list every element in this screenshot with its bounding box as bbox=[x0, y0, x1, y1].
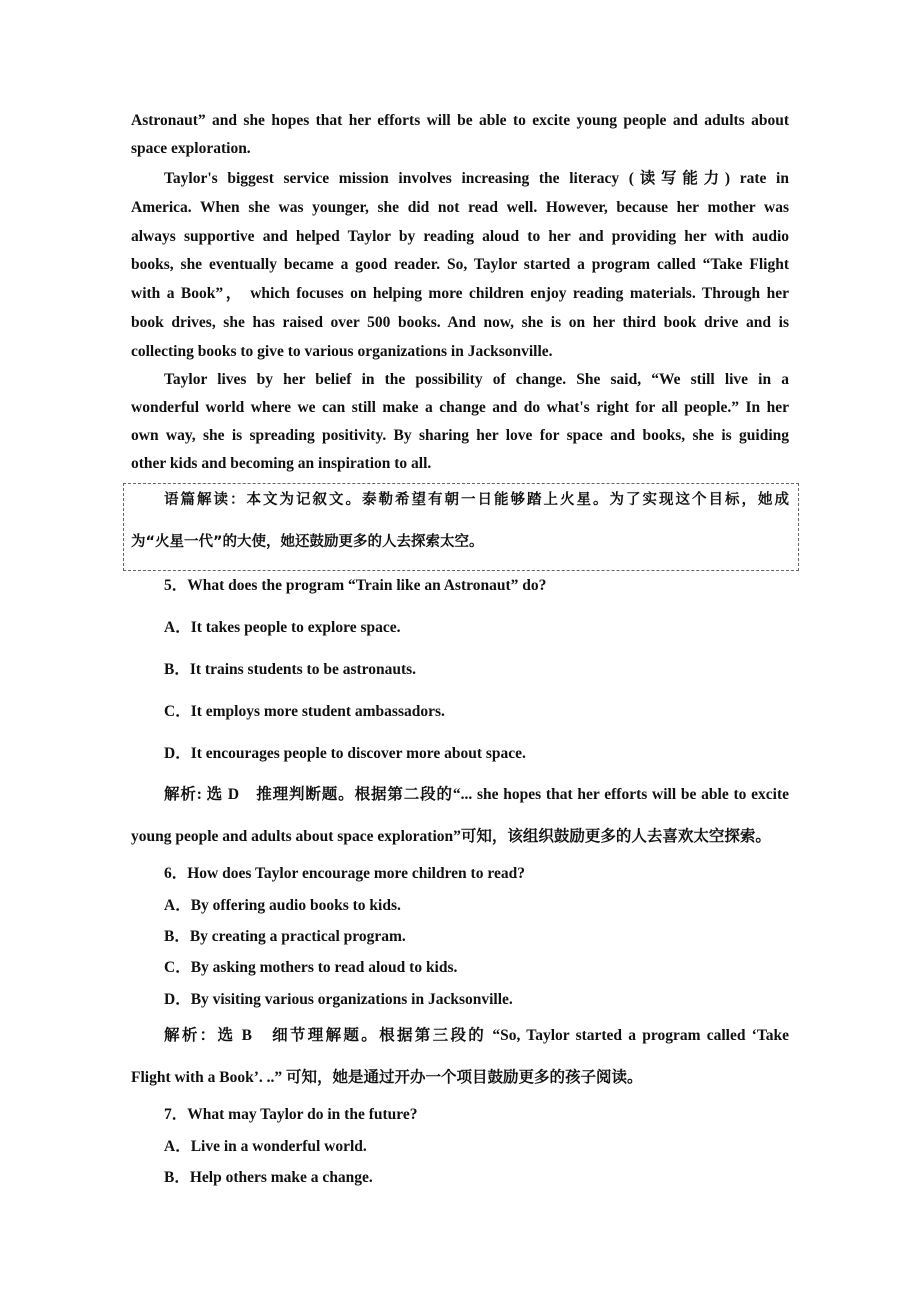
option: C．It employs more student ambassadors. bbox=[164, 703, 445, 720]
option: A．It takes people to explore space. bbox=[164, 619, 401, 636]
option: D．It encourages people to discover more about space. bbox=[164, 745, 526, 762]
text-line: America. When she was younger, she did not read well. However, because her mother was bbox=[131, 199, 789, 216]
summary-line: 语篇解读：本文为记叙文。泰勒希望有朝一日能够踏上火星。为了实现这个目标，她成 bbox=[164, 492, 789, 508]
analysis-line: young people and adults about space exploration”可知，该组织鼓励更多的人去喜欢太空探索。 bbox=[131, 828, 771, 845]
text-line: book drives, she has raised over 500 books. And now, she is on her third book drive and is bbox=[131, 314, 789, 331]
text-line: other kids and becoming an inspiration to all. bbox=[131, 455, 432, 472]
option: B．Help others make a change. bbox=[164, 1169, 373, 1186]
option: D．By visiting various organizations in Jacksonville. bbox=[164, 991, 513, 1008]
analysis-line: 解析: 选 D 推理判断题。根据第二段的“... she hopes that her efforts will be able to excite bbox=[164, 786, 789, 803]
text-line: always supportive and helped Taylor by reading aloud to her and providing her with audio bbox=[131, 228, 789, 245]
option: C．By asking mothers to read aloud to kids. bbox=[164, 959, 458, 976]
question-text: 5．What does the program “Train like an Astronaut” do? bbox=[164, 577, 547, 594]
option: B．By creating a practical program. bbox=[164, 928, 406, 945]
option: A．By offering audio books to kids. bbox=[164, 897, 401, 914]
text-line: wonderful world where we can still make a change and do what's right for all people.” In her bbox=[131, 399, 789, 416]
text-line: collecting books to give to various organizations in Jacksonville. bbox=[131, 343, 553, 360]
option: A．Live in a wonderful world. bbox=[164, 1138, 367, 1155]
text-line: Taylor lives by her belief in the possibility of change. She said, “We still live in a bbox=[164, 371, 789, 388]
text-line: own way, she is spreading positivity. By sharing her love for space and books, she is guiding bbox=[131, 427, 789, 444]
text-line: Taylor's biggest service mission involves increasing the literacy (读写能力) rate in bbox=[164, 170, 789, 187]
analysis-line: Flight with a Book’. ..” 可知，她是通过开办一个项目鼓励更多的孩子阅读。 bbox=[131, 1069, 643, 1086]
text-line: books, she eventually became a good reader. So, Taylor started a program called “Take Flight bbox=[131, 256, 789, 273]
text-line: with a Book”， which focuses on helping more children enjoy reading materials. Through her bbox=[131, 285, 789, 302]
question-text: 7．What may Taylor do in the future? bbox=[164, 1106, 418, 1123]
question-text: 6．How does Taylor encourage more children to read? bbox=[164, 865, 525, 882]
analysis-line: 解析：选 B 细节理解题。根据第三段的 “So, Taylor started a program called ‘Take bbox=[164, 1027, 789, 1044]
text-line: space exploration. bbox=[131, 140, 251, 157]
summary-line: 为“火星一代”的大使，她还鼓励更多的人去探索太空。 bbox=[131, 534, 484, 550]
option: B．It trains students to be astronauts. bbox=[164, 661, 417, 678]
text-line: Astronaut” and she hopes that her efforts will be able to excite young people and adults about bbox=[131, 112, 789, 129]
